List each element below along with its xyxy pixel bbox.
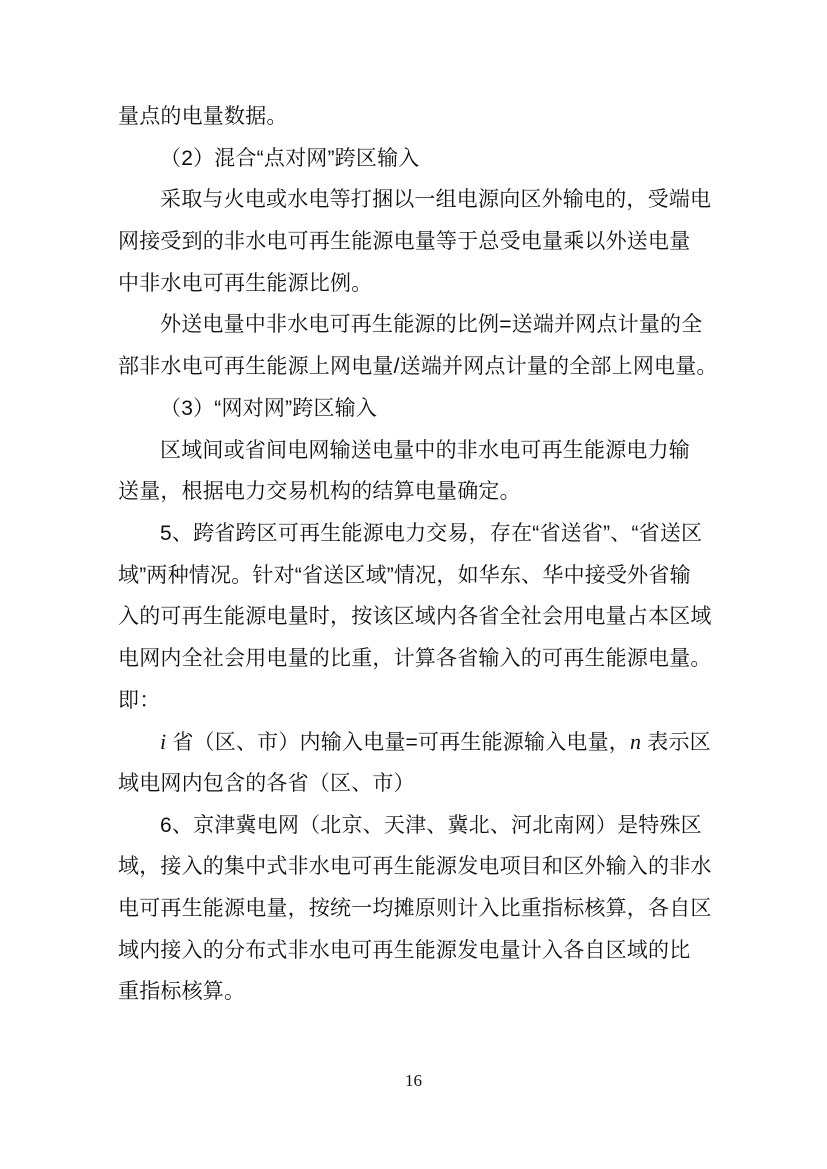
text-line: 部非水电可再生能源上网电量/送端并网点计量的全部上网电量。: [118, 355, 718, 379]
text-line: 域”两种情况。针对“省送区域”情况，如华东、华中接受外省输: [118, 563, 691, 587]
text-line: 电网内全社会用电量的比重，计算各省输入的可再生能源电量。: [118, 646, 712, 670]
text-line: 中非水电可再生能源比例。: [118, 271, 373, 295]
formula-text: 省（区、市）内输入电量=可再生能源输入电量，: [166, 731, 631, 755]
text-line: 即：: [118, 688, 161, 712]
formula-line: [118, 721, 714, 763]
text-line: 域电网内包含的各省（区、市）: [118, 772, 415, 795]
text-line: （2）混合“点对网”跨区输入: [160, 146, 420, 170]
text-line: 5、跨省跨区可再生能源电力交易，存在“省送省”、“省送区: [160, 521, 703, 545]
text-line: 入的可再生能源电量时，按该区域内各省全社会用电量占本区域: [118, 605, 712, 629]
text-block: [118, 96, 718, 1013]
text-line: 6、京津冀电网（北京、天津、冀北、河北南网）是特殊区: [160, 813, 702, 837]
text-line: 外送电量中非水电可再生能源的比例=送端并网点计量的全: [160, 313, 703, 337]
text-line: （3）“网对网”跨区输入: [160, 396, 378, 420]
text-line: 域，接入的集中式非水电可再生能源发电项目和区外输入的非水: [118, 855, 712, 879]
text-line: 量点的电量数据。: [118, 105, 288, 128]
text-line: 域内接入的分布式非水电可再生能源发电量计入各自区域的比: [118, 938, 691, 962]
formula-text: 表示区: [641, 731, 711, 755]
text-line: 网接受到的非水电可再生能源电量等于总受电量乘以外送电量: [118, 230, 691, 254]
text-line: 重指标核算。: [118, 980, 246, 1004]
variable-i: i: [160, 729, 167, 755]
text-line: 送量，根据电力交易机构的结算电量确定。: [118, 480, 521, 504]
text-line: 电可再生能源电量，按统一均摊原则计入比重指标核算，各自区: [118, 897, 712, 921]
page-number: 16: [405, 1071, 422, 1090]
text-line: 采取与火电或水电等打捆以一组电源向区外输电的，受端电: [160, 188, 712, 212]
variable-n: n: [630, 729, 642, 755]
text-line: 区域间或省间电网输送电量中的非水电可再生能源电力输: [160, 438, 690, 462]
